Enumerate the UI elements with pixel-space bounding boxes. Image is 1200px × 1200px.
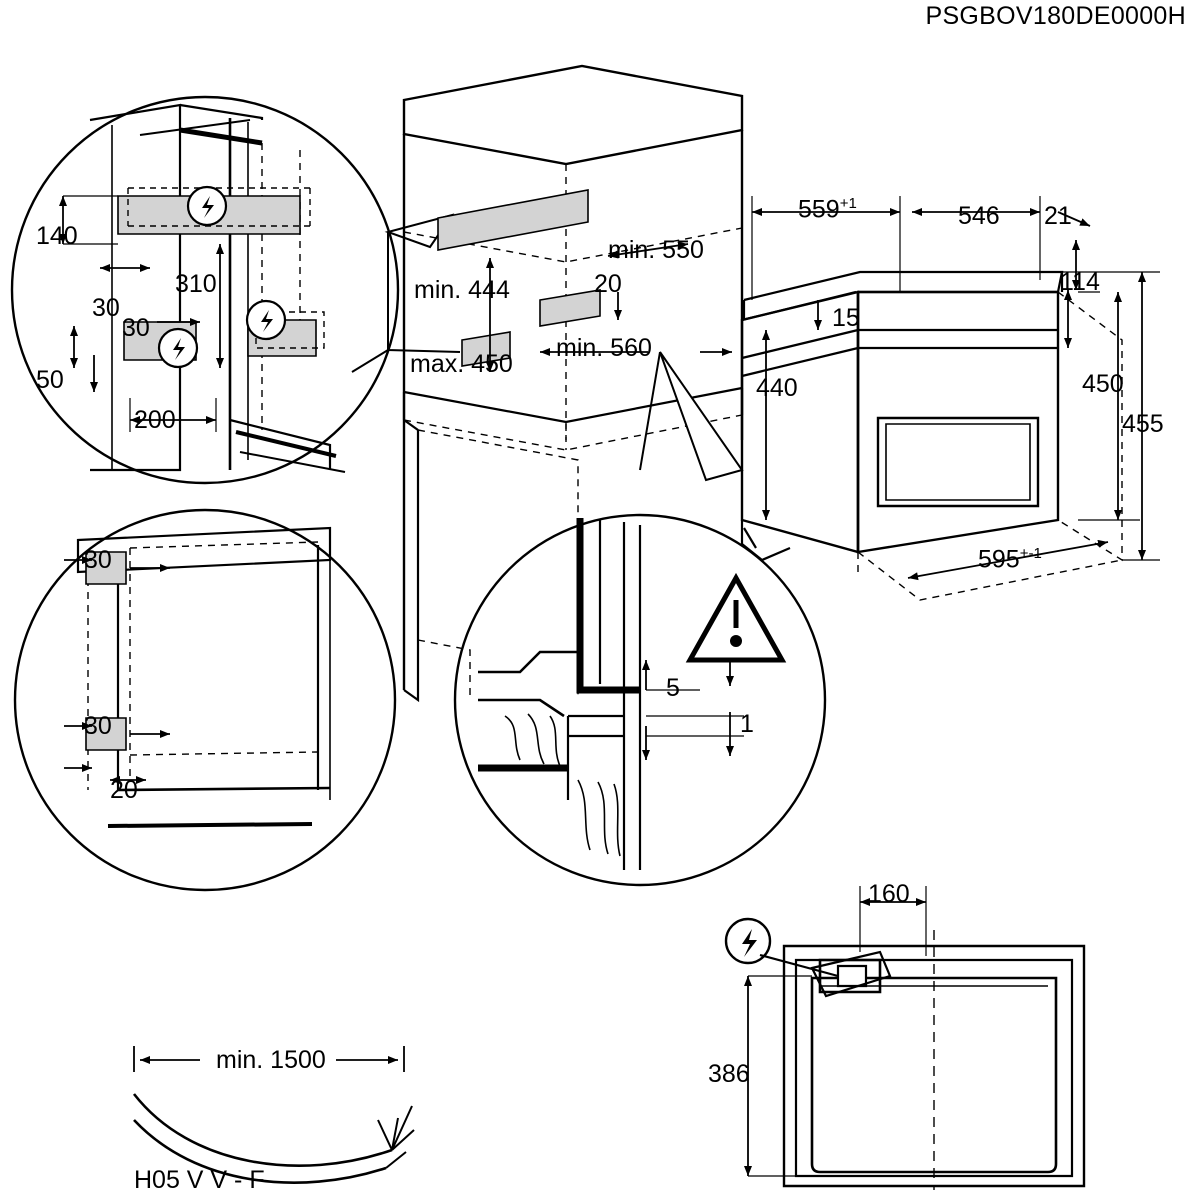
dim-30-lower: 30 — [122, 314, 150, 342]
dim-440: 440 — [756, 374, 798, 402]
dim-30-top-b: 30 — [84, 712, 112, 740]
dim-30-upper: 30 — [92, 294, 120, 322]
dim-min-560: min. 560 — [556, 334, 652, 362]
dim-200: 200 — [134, 406, 176, 434]
dim-160: 160 — [868, 880, 910, 908]
dim-20-top: 20 — [110, 776, 138, 804]
dim-386: 386 — [708, 1060, 750, 1088]
dim-140: 140 — [36, 222, 78, 250]
dim-min-550: min. 550 — [608, 236, 704, 264]
dim-1-gap: 1 — [740, 710, 754, 738]
dim-50: 50 — [36, 366, 64, 394]
dim-310: 310 — [175, 270, 217, 298]
dim-450: 450 — [1082, 370, 1124, 398]
dim-min-444: min. 444 — [414, 276, 510, 304]
document-code: PSGBOV180DE0000H — [925, 2, 1186, 30]
dim-595: $595^{+-1}$ — [978, 545, 1042, 574]
dim-21: 21 — [1044, 202, 1072, 230]
dim-559: $559^{+1}$ — [798, 195, 857, 224]
cable-type-label: H05 V V - F — [134, 1166, 265, 1194]
dim-20-cabinet: 20 — [594, 270, 622, 298]
dim-114: 114 — [1060, 268, 1100, 296]
dim-30-top-a: 30 — [84, 546, 112, 574]
cable-length-label: min. 1500 — [216, 1046, 326, 1074]
dim-546: 546 — [958, 202, 1000, 230]
geometry-layer — [12, 66, 1160, 1190]
dim-max-450: max. 450 — [410, 350, 513, 378]
dim-455: 455 — [1122, 410, 1164, 438]
dim-15: 15 — [832, 304, 860, 332]
dim-5-gap: 5 — [666, 674, 680, 702]
